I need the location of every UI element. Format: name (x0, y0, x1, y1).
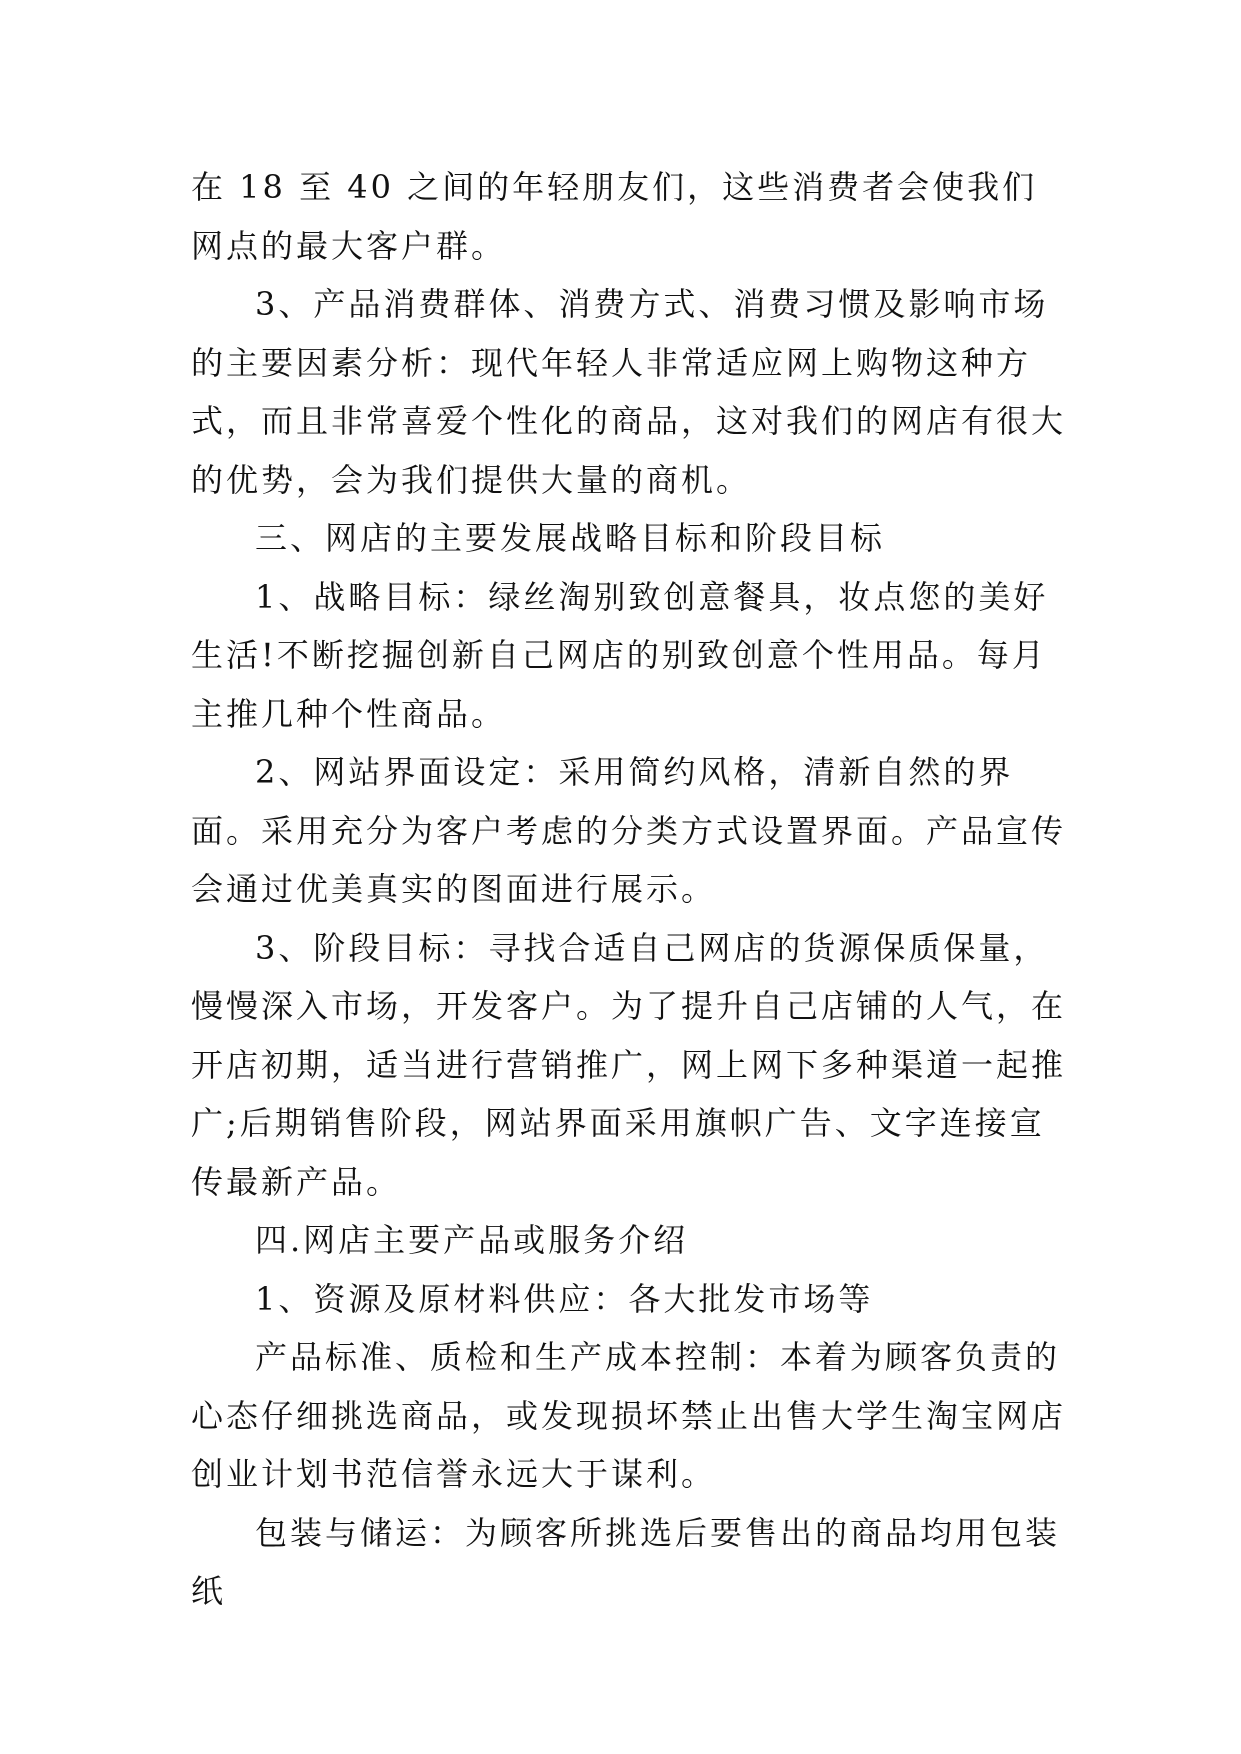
paragraph-strategic-goal: 1、战略目标：绿丝淘别致创意餐具，妆点您的美好生活!不断挖掘创新自己网店的别致创意个性用品。每月主推几种个性商品。 (191, 577, 1049, 733)
paragraph-target-customers-continued: 在 18 至 40 之间的年轻朋友们，这些消费者会使我们网点的最大客户群。 (191, 168, 1038, 265)
section-heading-products-services: 四.网店主要产品或服务介绍 (255, 1221, 689, 1259)
paragraph-consumer-analysis: 3、产品消费群体、消费方式、消费习惯及影响市场的主要因素分析：现代年轻人非常适应网上购物这种方式，而且非常喜爱个性化的商品，这对我们的网店有很大的优势，会为我们提供大量的商机。 (191, 285, 1067, 499)
body-text (191, 158, 1071, 1621)
paragraph-stage-goals: 3、阶段目标：寻找合适自己网店的货源保质保量，慢慢深入市场，开发客户。为了提升自己店铺的人气，在开店初期，适当进行营销推广，网上网下多种渠道一起推广;后期销售阶段，网站界面采用旗帜广告、文字连接宣传最新产品。 (191, 928, 1067, 1201)
paragraph-quality-control: 产品标准、质检和生产成本控制：本着为顾客负责的心态仔细挑选商品，或发现损坏禁止出售大学生淘宝网店创业计划书范信誉永远大于谋利。 (191, 1338, 1067, 1493)
paragraph-website-interface: 2、网站界面设定：采用简约风格，清新自然的界面。采用充分为客户考虑的分类方式设置界面。产品宣传会通过优美真实的图面进行展示。 (191, 753, 1067, 908)
section-heading-strategy-goals: 三、网店的主要发展战略目标和阶段目标 (255, 519, 886, 557)
paragraph-packaging-storage: 包装与储运：为顾客所挑选后要售出的商品均用包装纸 (191, 1513, 1061, 1610)
paragraph-supply-sources: 1、资源及原材料供应：各大批发市场等 (255, 1279, 874, 1318)
